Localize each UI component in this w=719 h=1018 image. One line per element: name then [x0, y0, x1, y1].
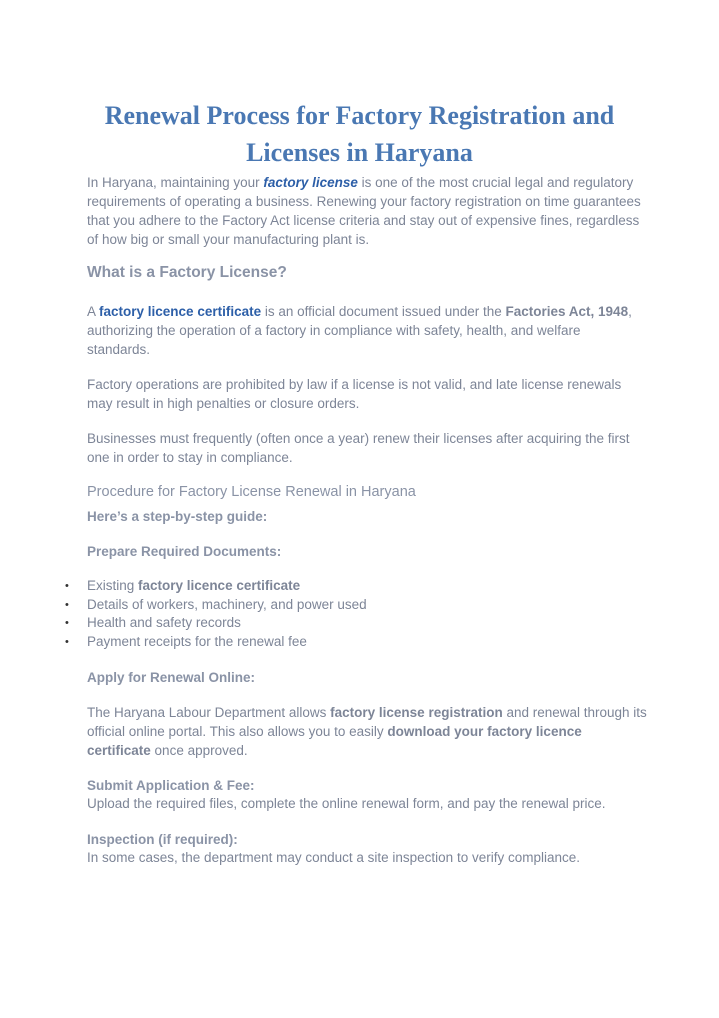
inspection-heading: Inspection (if required):: [87, 832, 238, 847]
what-p1-text-2: is an official document issued under the: [261, 304, 506, 319]
list-item-text: Existing: [87, 578, 139, 593]
intro-text-2: is one of the most crucial legal and regulatory requirements of operating a business. Renewing your factory registration on time guarantees that you adhere to the Factory Act license criteria and stay out of expensive fines, regardless of how big or small your manufacturing plant is.: [87, 175, 641, 247]
apply-paragraph: [87, 703, 647, 760]
prepare-heading: Prepare Required Documents:: [87, 544, 282, 559]
submit-paragraph: Upload the required files, complete the online renewal form, and pay the renewal price.: [87, 796, 606, 811]
factories-act-text: Factories Act, 1948: [505, 304, 629, 319]
apply-heading: Apply for Renewal Online:: [87, 670, 256, 685]
what-p1-text-1: A: [87, 304, 100, 319]
what-paragraph-2: Factory operations are prohibited by law if a license is not valid, and late license renewals may result in high penalties or closure orders.: [87, 377, 622, 411]
apply-strong-2: download your factory licence certificate: [87, 724, 582, 758]
submit-heading: Submit Application & Fee:: [87, 778, 255, 793]
apply-text-3: once approved.: [150, 743, 248, 758]
apply-strong-1: factory license registration: [330, 705, 503, 720]
inspection-paragraph: In some cases, the department may conduct a site inspection to verify compliance.: [87, 850, 580, 865]
bullet-icon: •: [65, 617, 69, 630]
guide-label: Here’s a step-by-step guide:: [87, 509, 268, 524]
bullet-icon: •: [65, 580, 69, 592]
factory-licence-certificate-link[interactable]: factory licence certificate: [99, 304, 262, 319]
what-p1-text-3: , authorizing the operation of a factory in compliance with safety, health, and welfare standards.: [87, 304, 632, 357]
page-title: Renewal Process for Factory Registration and Licenses in Haryana: [104, 101, 615, 167]
what-paragraph-1: [87, 302, 647, 359]
documents-list: [65, 577, 367, 652]
list-item-text: Payment receipts for the renewal fee: [87, 634, 307, 650]
bullet-icon: •: [65, 636, 69, 649]
apply-text-1: The Haryana Labour Department allows: [87, 705, 331, 720]
list-item: [65, 633, 367, 652]
list-item: [65, 614, 367, 633]
factory-license-link[interactable]: factory license: [263, 175, 358, 190]
apply-text-2: and renewal through its official online portal. This also allows you to easily: [87, 705, 647, 739]
what-heading: What is a Factory License?: [87, 264, 287, 281]
intro-paragraph: [87, 173, 647, 249]
list-item-text: Health and safety records: [87, 615, 241, 631]
list-item: [65, 596, 367, 615]
what-paragraph-3: Businesses must frequently (often once a year) renew their licenses after acquiring the first one in order to stay in compliance.: [87, 431, 630, 465]
procedure-heading: Procedure for Factory License Renewal in Haryana: [87, 484, 416, 500]
intro-text-1: In Haryana, maintaining your: [87, 175, 264, 190]
bullet-icon: •: [65, 598, 69, 611]
list-item: [65, 577, 367, 596]
list-item-strong: factory licence certificate: [138, 578, 301, 593]
list-item-text: Details of workers, machinery, and power used: [87, 596, 367, 612]
